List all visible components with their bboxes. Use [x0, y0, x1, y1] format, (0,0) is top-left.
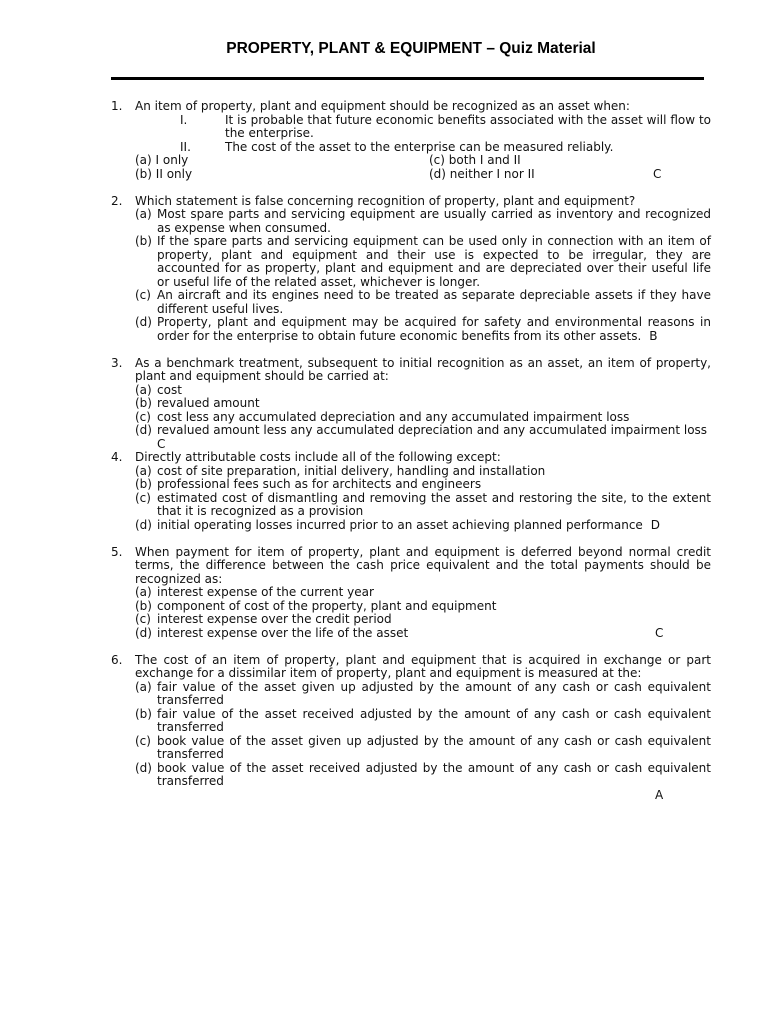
answer-key: C	[157, 436, 166, 451]
option-label: (b)	[135, 706, 152, 721]
option-text: fair value of the asset received adjusted by the amount of any cash or cash equivalent transferred	[157, 706, 711, 734]
option-label: (b)	[135, 234, 152, 248]
option-d-body	[135, 627, 711, 641]
question-list	[111, 100, 711, 816]
option-text: component of cost of the property, plant and equipment	[157, 598, 497, 613]
option-d	[135, 424, 711, 438]
option-label: (c)	[135, 409, 151, 424]
choice-b: (b) II only	[135, 166, 193, 181]
choice-row	[135, 154, 711, 168]
option-d	[135, 316, 711, 343]
statement-label: I.	[180, 112, 188, 127]
choice-row	[135, 168, 711, 182]
option-text: Property, plant and equipment may be acquired for safety and environmental reasons in order for the enterprise to obtain future economic benefits from its other assets.	[157, 315, 711, 343]
option-label: (a)	[135, 679, 152, 694]
option-b	[135, 708, 711, 735]
question-number: 5.	[111, 544, 123, 559]
statement-text: It is probable that future economic benefits associated with the asset will flow to the enterprise.	[225, 112, 711, 140]
option-text: cost less any accumulated depreciation and any accumulated impairment loss	[157, 409, 630, 424]
option-a	[135, 465, 711, 479]
option-text: estimated cost of dismantling and removing the asset and restoring the site, to the extent that it is recognized as a provision	[157, 490, 711, 518]
option-d	[135, 762, 711, 789]
option-text: interest expense over the life of the asset	[157, 625, 409, 640]
question-stem: Directly attributable costs include all of the following except:	[135, 450, 501, 464]
answer-key: A	[655, 787, 664, 802]
statement-label: II.	[180, 139, 191, 154]
option-label: (d)	[135, 423, 152, 437]
answer-row	[111, 789, 711, 803]
page-title: PROPERTY, PLANT & EQUIPMENT – Quiz Material	[226, 40, 596, 57]
option-a	[135, 586, 711, 600]
choice-c: (c) both I and II	[429, 153, 521, 167]
option-text: interest expense over the credit period	[157, 612, 392, 626]
question-2	[111, 195, 711, 344]
question-stem: Which statement is false concerning recognition of property, plant and equipment?	[135, 193, 636, 208]
option-label: (d)	[135, 625, 152, 640]
statement-i	[111, 114, 711, 141]
option-d	[111, 627, 711, 641]
option-text: fair value of the asset given up adjusted by the amount of any cash or cash equivalent transferred	[157, 679, 711, 707]
option-label: (a)	[135, 463, 152, 478]
answer-key: C	[653, 166, 662, 181]
option-c	[135, 613, 711, 627]
option-d	[135, 519, 711, 533]
question-stem: An item of property, plant and equipment should be recognized as an asset when:	[135, 99, 630, 113]
question-stem: The cost of an item of property, plant and equipment that is acquired in exchange or part exchange for a dissimilar item of property, plant and equipment is measured at the:	[135, 652, 711, 680]
question-stem: When payment for item of property, plant and equipment is deferred beyond normal credit terms, the difference between the cash price equivalent and the total payments should be recognized as:	[135, 544, 711, 586]
question-number: 1.	[111, 99, 123, 113]
option-label: (b)	[135, 598, 152, 613]
option-label: (a)	[135, 382, 152, 397]
option-label: (a)	[135, 207, 152, 221]
option-label: (d)	[135, 760, 152, 775]
option-c	[135, 289, 711, 316]
option-text: Most spare parts and servicing equipment are usually carried as inventory and recognized as expense when consumed.	[157, 207, 711, 235]
statement-text: The cost of the asset to the enterprise can be measured reliably.	[225, 139, 614, 154]
option-text: professional fees such as for architects and engineers	[157, 477, 482, 491]
option-text: revalued amount less any accumulated depreciation and any accumulated impairment loss	[157, 423, 708, 437]
question-stem: As a benchmark treatment, subsequent to initial recognition as an asset, an item of property, plant and equipment should be carried at:	[135, 355, 711, 383]
question-number: 6.	[111, 652, 123, 667]
option-b	[135, 397, 711, 411]
option-label: (a)	[135, 585, 152, 599]
question-1	[111, 100, 711, 181]
question-5	[111, 546, 711, 641]
option-a	[135, 208, 711, 235]
option-text: cost of site preparation, initial delivery, handling and installation	[157, 463, 546, 478]
question-4	[111, 451, 711, 532]
option-text: initial operating losses incurred prior to an asset achieving planned performance	[157, 517, 643, 532]
option-text: revalued amount	[157, 396, 260, 410]
option-label: (d)	[135, 517, 152, 532]
choice-a: (a) I only	[135, 153, 189, 167]
question-number: 4.	[111, 450, 123, 464]
option-c	[135, 735, 711, 762]
question-number: 2.	[111, 193, 123, 208]
option-label: (c)	[135, 612, 151, 626]
statement-ii	[111, 141, 711, 155]
option-text: interest expense of the current year	[157, 585, 374, 599]
title-rule	[111, 77, 704, 80]
option-a	[135, 681, 711, 708]
question-3	[111, 357, 711, 452]
answer-key: B	[649, 328, 658, 343]
option-label: (c)	[135, 288, 151, 302]
option-a	[135, 384, 711, 398]
option-text: book value of the asset given up adjusted by the amount of any cash or cash equivalent transferred	[157, 733, 711, 761]
question-6	[111, 654, 711, 803]
answer-key: C	[655, 625, 664, 640]
option-b	[135, 600, 711, 614]
option-text: If the spare parts and servicing equipment can be used only in connection with an item of property, plant and equipment and their use is expected to be irregular, they are accounted for as property, plant and equipment and are depreciated over their useful life or useful life of the related asset, whichever is longer.	[157, 234, 711, 289]
option-b	[135, 478, 711, 492]
option-text: cost	[157, 382, 182, 397]
option-c	[135, 492, 711, 519]
option-label: (c)	[135, 733, 151, 748]
option-text: book value of the asset received adjusted by the amount of any cash or cash equivalent transferred	[157, 760, 711, 788]
option-text: An aircraft and its engines need to be treated as separate depreciable assets if they have different useful lives.	[157, 288, 711, 316]
answer-key: D	[650, 517, 661, 532]
option-label: (b)	[135, 477, 152, 491]
question-number: 3.	[111, 355, 123, 370]
option-label: (c)	[135, 490, 151, 505]
choice-d: (d) neither I nor II	[429, 166, 535, 181]
option-c	[135, 411, 711, 425]
option-label: (b)	[135, 396, 152, 410]
option-b	[135, 235, 711, 289]
option-label: (d)	[135, 315, 152, 329]
